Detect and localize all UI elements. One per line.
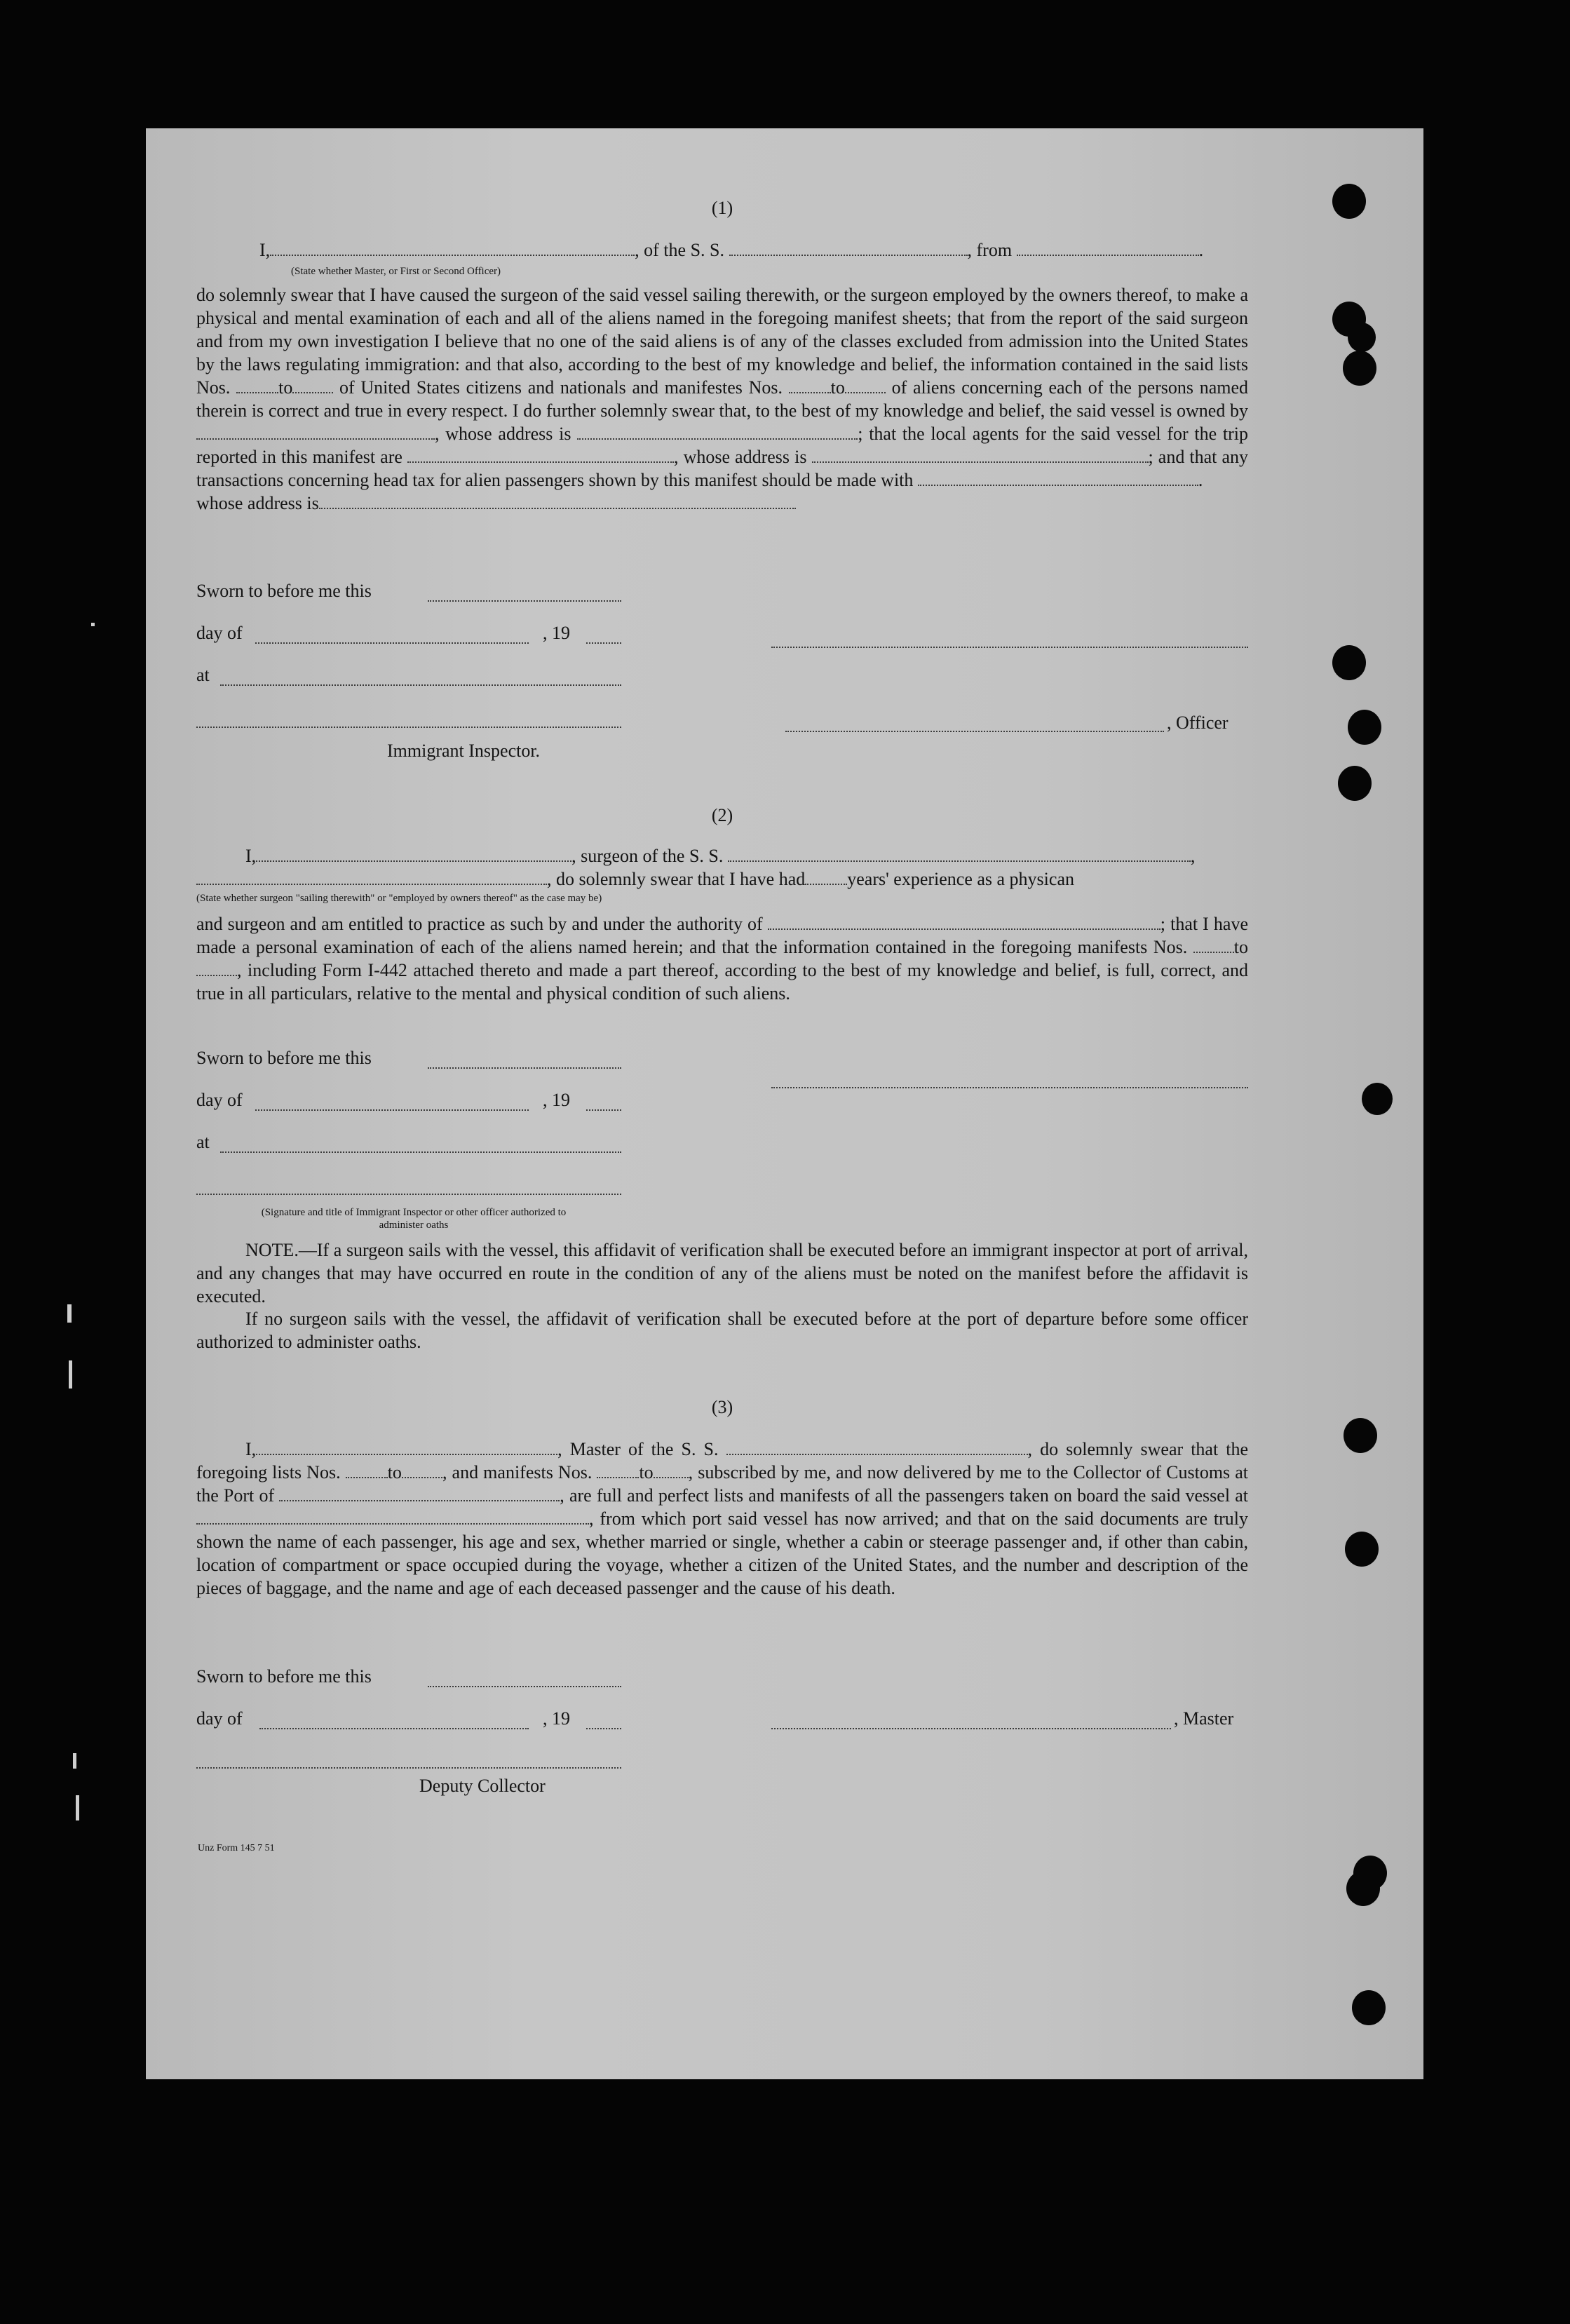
punch-hole [1362,1083,1393,1115]
punch-hole [1348,323,1376,352]
section-2-heading-line: I, , surgeon of the S. S. , [245,846,1196,866]
section-3-body: I, , Master of the S. S. , do solemnly swear that the foregoing lists Nos. to , and manifests Nos. to , subscribed by me, and now delivered by me to the Collector of Customs at the Port of , are full and perfect lists and manifests of all the passengers taken on board the said vessel at , from which port said vessel has now arrived; and that on the said documents are truly shown the name of each passenger, his age and sex, whether married or single, whether a cabin or steerage passenger and, if other than cabin, location of compartment or space occupied during the voyage, whether a citizen of the United States, and the number and description of the pieces of baggage, and the name and age of each deceased passenger and the cause of his death. [196,1439,1249,1598]
punch-hole [1338,766,1372,801]
section-2-surgeon-note: (State whether surgeon "sailing therewith" or "employed by owners thereof" as the case may be) [196,893,602,904]
punch-hole [1344,1418,1377,1453]
section-1-body: do solemnly swear that I have caused the surgeon of the said vessel sailing therewith, or the surgeon employed by the owners thereof, to make a physical and mental examination of each and all of the aliens named in the foregoing manifest sheets; that from the report of the said surgeon and from my own investigation I believe that no one of the said aliens is of any of the classes excluded from admission into the United States by the laws regulating immigration: and that also, according to the best of my knowledge and belief, the information contained in the said lists Nos. to of United States citizens and nationals and manifestes Nos. to of aliens concerning each of the persons named therein is correct and true in every respect. I do further solemnly swear that, to the best of my knowledge and belief, the said vessel is owned by , whose address is ; that the local agents for the said vessel for the trip reported in this manifest are , whose address is ; and that any transactions concerning head tax for alien passengers shown by this manifest should be made with . whose address is [196,285,1248,513]
officer-name-blank [270,239,635,256]
section-1-number: (1) [711,198,733,218]
punch-hole [1352,1990,1386,2025]
surgeon-name-blank [256,845,571,862]
section-1-heading-line: I, , of the S. S. , from . [259,240,1204,260]
punch-hole [1332,184,1366,219]
from-port-blank [1017,239,1199,256]
punch-hole [1345,1532,1379,1567]
punch-hole [1348,710,1381,745]
section-1-officer-note: (State whether Master, or First or Second Officer) [291,266,501,277]
punch-hole [1332,645,1366,680]
form-number-footer: Unz Form 145 7 51 [198,1843,275,1853]
section-3-number: (3) [711,1397,733,1417]
section-2-signature-note: (Signature and title of Immigrant Inspector or other officer authorized to administer oaths [261,1207,567,1231]
master-name-blank [256,1438,557,1455]
section-2-signature-block: Sworn to before me this day of , 19 at [196,1046,1248,1198]
section-2-body: and surgeon and am entitled to practice as such by and under the authority of ; that I have made a personal examination of each of the aliens named herein; and that the information contained in the foregoing manifests Nos. to, including Form I-442 attached thereto and made a part thereof, according to the best of my knowledge and belief, is full, correct, and true in all particulars, relative to the mental and physical condition of such aliens. [196,914,1249,1004]
punch-hole [1343,351,1376,386]
note-paragraph-2: If no surgeon sails with the vessel, the affidavit of verification shall be executed before at the port of departure before some officer authorized to administer oaths. [196,1309,1248,1352]
note-paragraph-1: NOTE.—If a surgeon sails with the vessel, this affidavit of verification shall be executed before an immigrant inspector at port of arrival, and any changes that may have occurred en route in the condition of any of the aliens must be noted on the manifest before the affidavit is executed. [196,1240,1248,1306]
ship-name-blank [729,239,968,256]
section-2-number: (2) [711,805,733,825]
section-3-signature-block: Sworn to before me this day of , 19 , Master Deputy Collector [196,1666,1234,1796]
punch-hole [1346,1871,1380,1906]
section-1-signature-block: Sworn to before me this day of , 19 at , Officer Immigrant Inspector. [196,579,1248,776]
